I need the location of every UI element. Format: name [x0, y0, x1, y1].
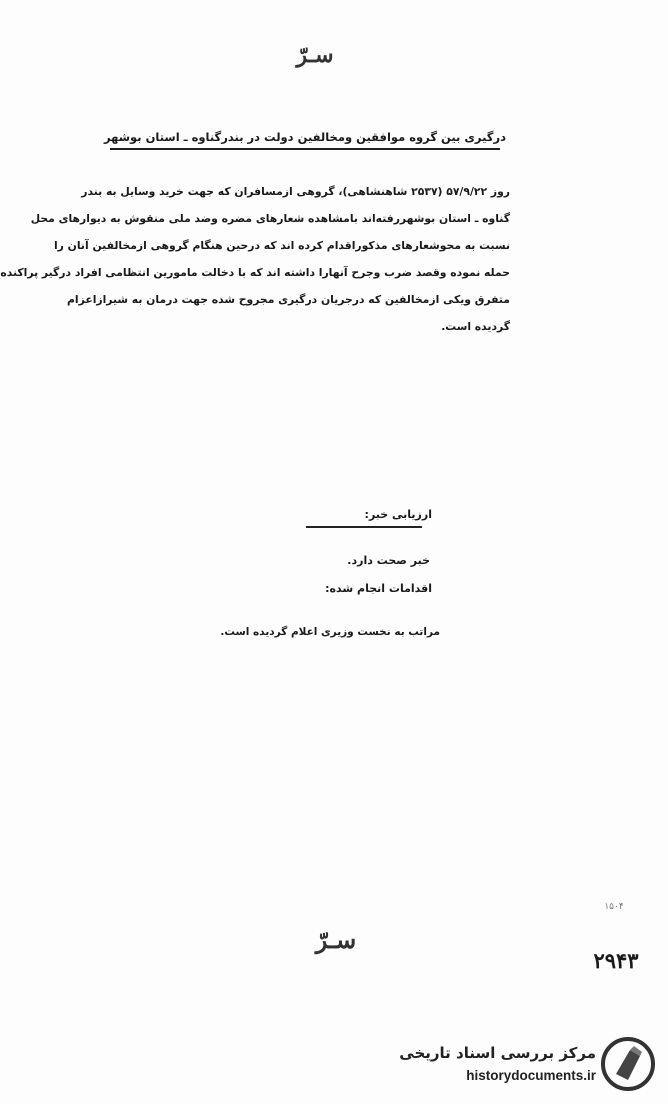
source-assessment-text: ارزیابی خبر:	[364, 508, 432, 521]
body-line: گردیده است.	[441, 320, 510, 333]
watermark-url: historydocuments.ir	[466, 1068, 596, 1083]
notification-note: مراتب به نخست وزیری اعلام گردیده است.	[220, 626, 440, 638]
body-line: نسبت به محوشعارهای مذکوراقدام کرده اند که درحین هنگام گروهی ازمخالفین آنان را	[53, 239, 510, 252]
faint-stamp-number: ۱۵۰۴	[604, 902, 624, 912]
body-line: متفرق ویکی ازمخالفین که درجریان درگیری مجروح شده جهت درمان به شیرازاعزام	[66, 293, 510, 306]
classification-mark-bottom: سـرّ	[315, 925, 357, 954]
watermark-title: مرکز بررسی اسناد تاریخی	[399, 1044, 596, 1062]
source-assessment-heading	[300, 508, 432, 521]
body-line: گناوه ـ استان بوشهررفته‌اند بامشاهده شعارهای مضره وضد ملی منقوش به دیوارهای محل	[30, 212, 510, 225]
document-body	[0, 178, 510, 340]
title-underline	[110, 148, 500, 150]
watermark	[376, 1036, 658, 1096]
source-assessment-underline	[306, 526, 422, 528]
body-line: حمله نموده وقصد ضرب وجرح آنهارا داشته اند که با دخالت مامورین انتظامی افراد درگیر پراکنده	[0, 266, 510, 279]
body-line: روز ۵۷/۹/۲۲ (۲۵۳۷ شاهنشاهی)، گروهی ازمسافران که جهت خرید وسایل به بندر	[81, 185, 510, 198]
page-number: ۲۹۴۳	[593, 948, 639, 973]
assessment-result: خبر صحت دارد.	[347, 554, 430, 567]
document-logo-icon	[600, 1036, 656, 1092]
classification-mark-top: سـرّ	[296, 42, 334, 68]
document-title-text: درگیری بین گروه موافقین ومخالفین دولت در بندرگناوه ـ استان بوشهر	[104, 130, 506, 144]
actions-taken-label: اقدامات انجام شده:	[325, 582, 432, 595]
document-title	[90, 130, 520, 144]
